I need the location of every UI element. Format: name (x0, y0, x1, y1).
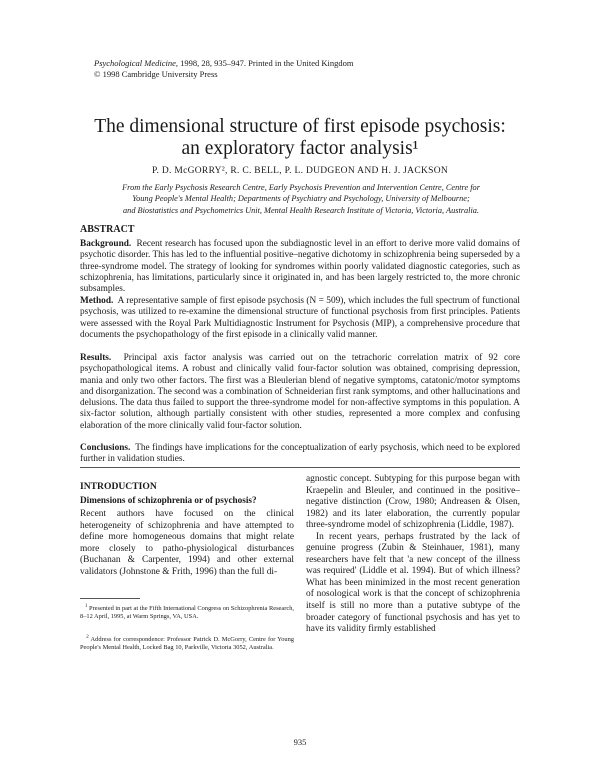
journal-name: Psychological Medicine (94, 58, 176, 68)
footnote-2 (80, 634, 294, 652)
background-text: Recent research has focused upon the subdiagnostic level in an effort to derive more valid domains of psychotic disorder. This has led to the influential positive–negative dichotomy in schizophrenia being superseded by a three-syndrome model. The strategy of looking for syndromes within poorly validated diagnostic categories, such as schizophrenia, has limitations, particularly since it originated in, and has been largely restricted to, the more chronic subsamples. (80, 239, 520, 295)
results-label: Results. (80, 353, 112, 363)
footnote-divider (80, 598, 140, 599)
footnote-1 (80, 603, 294, 621)
right-paragraph-1: agnostic concept. Subtyping for this purpose began with Kraepelin and Bleuler, and continued in the positive–negative distinction (Crow, 1980; Andreasen & Olsen, 1982) and its later elaboration, the currently popular three-syndrome model of schizophrenia (Liddle, 1987). (306, 474, 520, 531)
footnote-2-mark: 2 (86, 635, 89, 640)
abstract-heading: ABSTRACT (80, 224, 135, 235)
page-number: 935 (293, 737, 307, 747)
abstract-divider (80, 467, 520, 468)
affiliation (88, 182, 514, 216)
right-paragraph-2: In recent years, perhaps frustrated by the lack of genuine progress (Zubin & Steinhauer, 1981), many researchers have felt that 'a new concept of the illness was required' (Liddle et al. 1994). But of which illness? What has been minimized in the most recent generation of nosological work is that the concept of schizophrenia itself is still no more than a putative subtype of the broader category of functional psychosis and has yet to have its validity firmly established (306, 531, 520, 635)
conclusions-label: Conclusions. (80, 443, 131, 453)
right-column (306, 474, 520, 636)
journal-citation (94, 58, 353, 80)
abstract-background (80, 239, 520, 295)
footnote-1-mark: 1 (84, 604, 88, 609)
abstract-conclusions (80, 443, 520, 466)
left-column (80, 509, 294, 578)
conclusions-text: The findings have implications for the conceptualization of early psychosis, which need to be explored further in validation studies. (80, 443, 520, 465)
method-label: Method. (80, 296, 114, 306)
copyright-line: © 1998 Cambridge University Press (94, 69, 218, 79)
abstract-method (80, 296, 520, 341)
footnote-1-text: Presented in part at the Fifth International Congress on Schizophrenia Research, 8–12 April, 1995, at Warm Springs, VA, USA. (80, 605, 294, 621)
affiliation-line-1: From the Early Psychosis Research Centre, Early Psychosis Prevention and Intervention Centre, Centre for (122, 183, 480, 192)
paper-title (60, 116, 540, 160)
abstract-results (80, 353, 520, 432)
affiliation-line-3: and Biostatistics and Psychometrics Unit, Mental Health Research Institute of Victoria, Victoria, Australia. (123, 205, 479, 215)
subsection-heading: Dimensions of schizophrenia or of psychosis? (80, 495, 257, 505)
results-text: Principal axis factor analysis was carried out on the tetrachoric correlation matrix of 92 core psychopathological items. A robust and clinically valid four-factor solution was obtained, comprising depression, mania and only two other factors. The first was a Bleulerian blend of negative symptoms, catatonic/motor symptoms and disorganization. The second was a combination of Schneiderian first rank symptoms, and other hallucinations and delusions. The data thus failed to support the three-syndrome model for non-affective symptoms in this population. A six-factor solution, although partially consistent with other studies, represented a more complex and confusing elaboration of the more clinically valid four-factor solution. (80, 353, 520, 431)
journal-issue: , 1998, 28, 935–947. Printed in the United Kingdom (175, 58, 354, 68)
title-line-1: The dimensional structure of first episode psychosis: (94, 116, 506, 137)
method-text: A representative sample of first episode psychosis (N = 509), which includes the full spectrum of functional psychosis, was utilized to re-examine the dimensional structure of functional psychosis from first principles. Patients were assessed with the Royal Park Multidiagnostic Instrument for Psychosis (MIP), a comprehensive procedure that documents the psychopathology of the first episode in a clinically valid manner. (80, 296, 520, 340)
footnote-2-text: Address for correspondence: Professor Patrick D. McGorry, Centre for Young People's Mental Health, Locked Bag 10, Parkville, Victoria 3052, Australia. (80, 636, 294, 652)
background-label: Background. (80, 239, 132, 249)
left-paragraph: Recent authors have focused on the clinical heterogeneity of schizophrenia and have attempted to define more homogeneous domains that might relate more closely to patho-physiological disturbances (Buchanan & Carpenter, 1994) and other external validators (Johnstone & Frith, 1996) than the full di- (80, 509, 294, 577)
affiliation-line-2: Young People's Mental Health; Departments of Psychiatry and Psychology, University of Melbourne; (132, 194, 470, 204)
title-line-2: an exploratory factor analysis¹ (181, 138, 419, 159)
section-heading: INTRODUCTION (80, 481, 157, 492)
author-list: P. D. McGORRY², R. C. BELL, P. L. DUDGEON AND H. J. JACKSON (151, 166, 449, 176)
